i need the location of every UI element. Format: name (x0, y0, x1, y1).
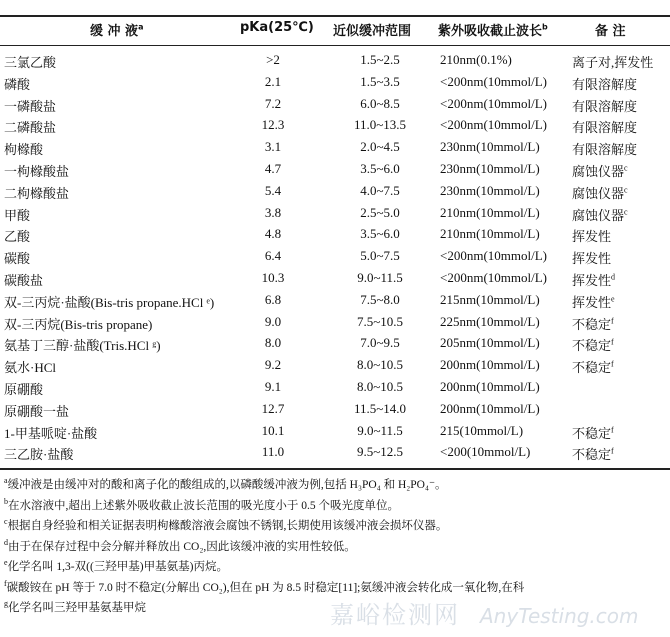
buffer-range: 9.5~12.5 (356, 444, 404, 460)
buffer-name: 双-三丙烷(Bis-tris propane) (4, 316, 153, 332)
buffer-range: 2.5~5.0 (360, 204, 400, 220)
note-footnote-mark: f (611, 359, 614, 369)
uv-cutoff: 200nm(10mmol/L) (440, 379, 540, 394)
note-text: 有限溶解度 (572, 76, 638, 92)
uv-cutoff: 230nm(10mmol/L) (440, 139, 540, 155)
pka-value: 3.1 (264, 139, 282, 155)
buffer-name: 二枸橼酸盐 (4, 185, 70, 201)
uv-cutoff: 225nm(10mmol/L) (440, 313, 540, 329)
note (572, 314, 614, 333)
note (572, 444, 614, 463)
note-footnote-mark: d (611, 272, 616, 282)
table-row (0, 333, 670, 353)
pka-value: 11.0 (261, 444, 285, 460)
footnote (4, 497, 399, 513)
table-top-rule (0, 15, 670, 17)
note (572, 335, 614, 354)
uv-cutoff: <200nm(10mmol/L) (440, 95, 547, 111)
uv-cutoff: <200nm(10mmol/L) (440, 270, 547, 285)
header-range: 近似缓冲范围 (333, 24, 412, 39)
footnote-mark: c (4, 517, 8, 527)
note (572, 292, 615, 311)
table-row (0, 94, 670, 114)
footnote-text: 根据自身经验和相关证据表明枸橼酸溶液会腐蚀不锈钢,长期使用该缓冲液会损坏仪器。 (7, 520, 448, 532)
header-buffer: 缓 冲 液$^a$ (90, 22, 144, 39)
table-row (0, 312, 670, 332)
footnote (4, 558, 228, 574)
uv-cutoff: 210nm(10mmol/L) (440, 226, 540, 242)
note-text: 离子对,挥发性 (572, 55, 654, 70)
note (572, 96, 637, 115)
footnote-text: 缓冲液是由缓冲对的酸和离子化的酸组成的,以磷酸缓冲液为例,包括 H₃PO₄ 和 H₂PO₄⁻。 (7, 479, 447, 491)
note-footnote-mark: f (611, 425, 614, 435)
note (572, 248, 611, 267)
pka-value: 6.4 (264, 248, 282, 264)
note (572, 74, 637, 93)
note-text: 不稳定 (572, 360, 612, 376)
note (572, 205, 628, 224)
pka-value: 10.1 (261, 422, 285, 438)
buffer-name: 氨基丁三醇·盐酸(Tris.HCl ᵍ) (4, 338, 161, 354)
table-row (0, 246, 670, 266)
buffer-name: 一磷酸盐 (4, 98, 57, 114)
buffer-name: 二磷酸盐 (4, 120, 57, 136)
pka-value: 4.8 (264, 226, 282, 242)
note-text: 腐蚀仪器 (572, 164, 625, 179)
buffer-name: 乙酸 (4, 229, 31, 245)
buffer-range: 11.0~13.5 (353, 117, 407, 133)
table-row (0, 115, 670, 135)
uv-cutoff: <200nm(10mmol/L) (440, 117, 547, 133)
uv-cutoff: 210nm(0.1%) (440, 52, 512, 67)
header-notes: 备 注 (595, 24, 626, 39)
note-text: 有限溶解度 (572, 142, 638, 158)
footnote-text: 由于在保存过程中会分解并释放出 CO₂,因此该缓冲液的实用性较低。 (8, 540, 356, 553)
note-text: 挥发性 (572, 251, 612, 267)
uv-cutoff: <200nm(10mmol/L) (440, 73, 547, 89)
note (572, 139, 637, 158)
buffer-name: 一枸橼酸盐 (4, 164, 70, 179)
table-row (0, 290, 670, 310)
buffer-range: 5.0~7.5 (360, 248, 400, 264)
note (572, 183, 628, 202)
buffer-range: 7.5~10.5 (356, 313, 404, 329)
uv-cutoff: 215(10mmol/L) (440, 422, 524, 438)
buffer-name: 1-甲基哌啶·盐酸 (4, 425, 98, 441)
pka-value: 7.2 (264, 95, 282, 111)
table-row (0, 159, 670, 179)
note-footnote-mark: c (624, 207, 628, 217)
table-row (0, 181, 670, 201)
note (572, 357, 614, 376)
note (572, 117, 637, 136)
uv-cutoff: 230nm(10mmol/L) (440, 182, 540, 198)
buffer-range: 7.0~9.5 (360, 335, 400, 351)
pka-value: 3.8 (264, 204, 282, 220)
note-text: 挥发性 (572, 294, 612, 310)
note-text: 挥发性 (572, 273, 612, 288)
buffer-range: 11.5~14.0 (353, 400, 407, 416)
note-text: 不稳定 (572, 447, 612, 463)
footnote-mark: f (4, 578, 7, 588)
note-text: 腐蚀仪器 (572, 185, 625, 201)
footnote-text: 碳酸铵在 pH 等于 7.0 时不稳定(分解出 CO₂),但在 pH 为 8.5 时稳定[11];氨缓冲液会转化成一氧化物,在科 (6, 581, 525, 594)
uv-cutoff: 200nm(10mmol/L) (440, 357, 540, 373)
note-text: 不稳定 (572, 316, 612, 332)
pka-value: 8.0 (264, 335, 282, 351)
header-uv: 紫外吸收截止波长$^b$ (438, 22, 548, 39)
buffer-name: 碳酸 (4, 251, 31, 267)
pka-value: 4.7 (264, 161, 282, 176)
note-footnote-mark: f (611, 338, 614, 348)
note-text: 腐蚀仪器 (572, 207, 625, 223)
table-row (0, 399, 670, 419)
buffer-name: 原硼酸 (4, 382, 44, 397)
note-text: 有限溶解度 (572, 98, 638, 114)
buffer-name: 碳酸盐 (4, 273, 44, 288)
table-row (0, 224, 670, 244)
footnote (4, 579, 524, 595)
buffer-name: 原硼酸一盐 (4, 403, 70, 419)
note-text: 不稳定 (572, 425, 612, 441)
note (572, 161, 628, 180)
buffer-range: 7.5~8.0 (360, 291, 400, 307)
buffer-range: 9.0~11.5 (357, 270, 403, 285)
buffer-range: 6.0~8.5 (360, 95, 400, 111)
buffer-name: 磷酸 (4, 76, 31, 92)
pka-value: 2.1 (264, 73, 282, 89)
table-row (0, 377, 670, 397)
buffer-range: 3.5~6.0 (360, 161, 400, 176)
note-text: 有限溶解度 (572, 120, 638, 136)
watermark-en: AnyTesting.com (480, 604, 639, 628)
uv-cutoff: 205nm(10mmol/L) (440, 335, 540, 351)
buffer-name: 三乙胺·盐酸 (4, 447, 74, 463)
footnote-mark: d (4, 537, 8, 547)
footnote (4, 517, 447, 533)
table-bottom-rule (0, 468, 670, 470)
footnote (4, 599, 146, 615)
footnote-mark: g (4, 599, 8, 609)
buffer-name: 三氯乙酸 (4, 55, 57, 70)
header-pka: pKa(25℃) (240, 20, 314, 35)
footnote-text: 化学名叫三羟甲基氨基甲烷 (8, 602, 146, 614)
note-footnote-mark: f (611, 316, 614, 326)
uv-cutoff: 230nm(10mmol/L) (440, 161, 540, 176)
pka-value: 10.3 (261, 270, 285, 285)
pka-value: 9.0 (264, 313, 282, 329)
footnote-mark: e (4, 558, 8, 568)
buffer-range: 8.0~10.5 (356, 379, 404, 394)
uv-cutoff: <200(10mmol/L) (440, 444, 531, 460)
pka-value: 9.1 (264, 379, 282, 394)
footnote-text: 化学名叫 1,3-双((三羟甲基)甲基氨基)丙烷。 (7, 561, 228, 573)
buffer-name: 枸橼酸 (4, 142, 44, 158)
note (572, 52, 653, 71)
footnote (4, 538, 356, 554)
uv-cutoff: 215nm(10mmol/L) (440, 291, 540, 307)
pka-value: 5.4 (264, 182, 282, 198)
uv-cutoff: <200nm(10mmol/L) (440, 248, 547, 264)
pka-value: >2 (266, 52, 280, 67)
watermark-cn: 嘉峪检测网 (330, 601, 460, 629)
note-footnote-mark: e (611, 294, 615, 304)
buffer-name: 氨水·HCl (4, 360, 57, 376)
buffer-range: 1.5~3.5 (360, 73, 400, 89)
table-row (0, 203, 670, 223)
note-footnote-mark: c (624, 185, 628, 195)
buffer-range: 2.0~4.5 (360, 139, 400, 155)
buffer-range: 9.0~11.5 (357, 422, 403, 438)
buffer-range: 4.0~7.5 (360, 182, 400, 198)
uv-cutoff: 200nm(10mmol/L) (440, 400, 540, 416)
table-row (0, 421, 670, 441)
pka-value: 12.7 (261, 400, 285, 416)
table-row (0, 268, 670, 288)
table-row (0, 442, 670, 462)
pka-value: 12.3 (261, 117, 285, 133)
note-footnote-mark: f (611, 447, 614, 457)
footnote-mark: b (4, 496, 8, 506)
buffer-range: 3.5~6.0 (360, 226, 400, 242)
note-text: 挥发性 (572, 229, 612, 245)
header-rule (0, 45, 670, 46)
note-text: 不稳定 (572, 338, 612, 354)
table-row (0, 50, 670, 70)
buffer-name: 甲酸 (4, 207, 31, 223)
uv-cutoff: 210nm(10mmol/L) (440, 204, 540, 220)
note (572, 270, 615, 289)
footnote-mark: a (4, 476, 8, 486)
pka-value: 9.2 (264, 357, 282, 373)
buffer-range: 8.0~10.5 (356, 357, 404, 373)
note (572, 423, 614, 442)
table-row (0, 137, 670, 157)
table-row (0, 355, 670, 375)
footnote-text: 在水溶液中,超出上述紫外吸收截止波长范围的吸光度小于 0.5 个吸光度单位。 (8, 499, 399, 512)
pka-value: 6.8 (264, 291, 282, 307)
note-footnote-mark: c (624, 163, 628, 173)
note (572, 226, 611, 245)
footnote (4, 476, 447, 492)
buffer-name: 双-三丙烷·盐酸(Bis-tris propane.HCl ᵉ) (4, 294, 215, 310)
table-row (0, 72, 670, 92)
buffer-range: 1.5~2.5 (360, 52, 400, 67)
